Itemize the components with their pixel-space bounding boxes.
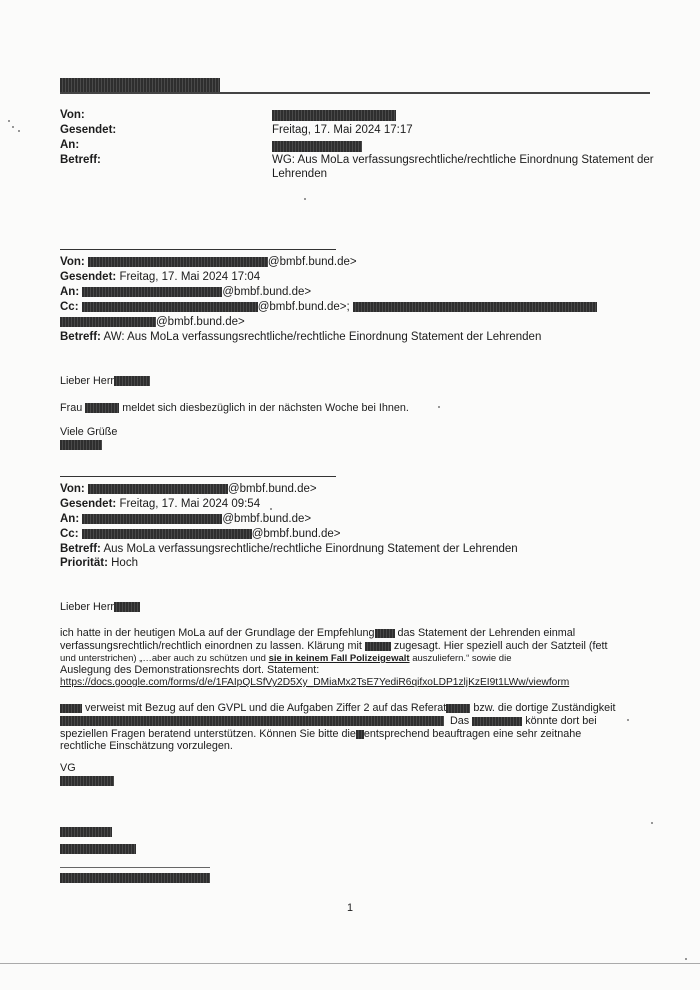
top-betreff-line2: Lehrenden (272, 168, 327, 180)
scan-speck (304, 198, 306, 200)
mail2-p1-l2-a: verfassungsrechtlich/rechtlich einordnen zu lassen. Klärung mit (60, 640, 362, 652)
mail2-p1-l3-a: und unterstrichen) „…aber auch zu schützen und (60, 653, 266, 664)
mail2-prioritaet-value: Hoch (111, 557, 138, 569)
mail1-an-row (60, 286, 311, 299)
redacted-sender-name (60, 78, 220, 92)
redacted-mail1-signature (60, 440, 102, 450)
mail1-betreff-row (60, 331, 541, 344)
redacted-mail2-sign3 (60, 844, 136, 854)
redacted-top-von (272, 110, 396, 121)
redacted-mail1-an (82, 287, 222, 297)
mail2-prioritaet-label: Priorität: (60, 557, 108, 569)
mail1-line1 (60, 402, 409, 414)
mail1-cc-label: Cc: (60, 301, 79, 313)
mail2-p1-line3 (60, 653, 511, 664)
mail1-an-domain: @bmbf.bund.de> (222, 286, 312, 298)
mail2-p2-l3: speziellen Fragen beratend unterstützen. Können Sie bitte die (60, 728, 356, 740)
mail2-p2-l2-a: Das (450, 715, 470, 727)
redacted-mail2-empfehlung (375, 629, 395, 638)
mail2-p1-l1-b: das Statement der Lehrenden einmal (397, 627, 576, 639)
redacted-mail2-an (82, 514, 222, 524)
mail2-closing: VG (60, 762, 76, 774)
mail2-p1-l3-b: auszuliefern.“ sowie die (412, 653, 512, 664)
mail2-cc-label: Cc: (60, 528, 79, 540)
mail2-p2-line3 (60, 728, 581, 740)
scan-speck (685, 958, 687, 960)
mail1-closing: Viele Grüße (60, 426, 118, 438)
mail2-an-row (60, 513, 311, 526)
top-von-label: Von: (60, 109, 85, 121)
mail1-cc-domain1: @bmbf.bund.de>; (257, 301, 350, 313)
mail1-cc-row2 (60, 316, 245, 329)
mail2-p1-line4: Auslegung des Demonstrationsrechts dort. Statement: (60, 664, 320, 676)
mail2-gesendet-value: Freitag, 17. Mai 2024 09:54 (119, 498, 261, 510)
signature-divider (60, 867, 210, 868)
mail2-betreff-label: Betreff: (60, 543, 101, 555)
mail2-p2-line2 (450, 715, 597, 727)
mail2-p2-line4: rechtliche Einschätzung vorzulegen. (60, 740, 233, 752)
mail2-p2-line1 (60, 702, 616, 714)
redacted-mail2-klaerung (365, 642, 391, 651)
mail2-an-domain: @bmbf.bund.de> (222, 513, 312, 525)
mail1-gesendet-row (60, 271, 260, 284)
redacted-mail1-greeting-name (114, 376, 150, 386)
mail2-divider (60, 476, 336, 477)
scan-speck (438, 406, 440, 408)
mail1-an-label: An: (60, 286, 80, 298)
mail2-an-label: An: (60, 513, 80, 525)
mail1-von-domain: @bmbf.bund.de> (267, 256, 357, 268)
top-betreff-label: Betreff: (60, 154, 101, 166)
mail2-greeting (60, 601, 140, 613)
mail1-greeting-text: Lieber Herr (60, 375, 115, 387)
redacted-mail1-cc1 (82, 302, 258, 312)
redacted-mail2-referat (446, 704, 470, 713)
mail2-p2-l1-a: verweist mit Bezug auf den GVPL und die Aufgaben Ziffer 2 auf das Referat (85, 702, 447, 714)
scan-speck (270, 508, 272, 510)
mail2-p1-l3-bold: sie in keinem Fall Polizeigewalt (268, 653, 410, 664)
mail2-von-label: Von: (60, 483, 85, 495)
mail1-betreff-value: AW: Aus MoLa verfassungsrechtliche/rechtliche Einordnung Statement der Lehrenden (103, 331, 542, 343)
redacted-mail2-sign4 (60, 873, 210, 883)
mail2-gesendet-row (60, 498, 260, 511)
redacted-mail2-greeting-name (114, 602, 140, 612)
redacted-mail2-verweist (60, 704, 82, 713)
redacted-mail1-frau-name (85, 403, 119, 413)
mail2-p2-l3-b: entsprechend beauftragen eine sehr zeitnahe (363, 728, 582, 740)
redacted-mail2-die (356, 730, 364, 739)
redacted-mail1-von (88, 257, 268, 267)
mail1-betreff-label: Betreff: (60, 331, 101, 343)
mail2-von-domain: @bmbf.bund.de> (227, 483, 317, 495)
mail2-greeting-text: Lieber Herr (60, 601, 115, 613)
mail1-von-label: Von: (60, 256, 85, 268)
mail1-divider (60, 249, 336, 250)
mail1-line1-prefix: Frau (60, 402, 83, 414)
mail2-p2-l1-b: bzw. die dortige Zuständigkeit (473, 702, 616, 714)
redacted-mail2-von (88, 484, 228, 494)
scan-speck (12, 126, 14, 128)
mail2-p1-line2 (60, 640, 608, 652)
mail2-prioritaet-row (60, 557, 138, 570)
mail2-p2-l2-b: könnte dort bei (525, 715, 597, 727)
top-betreff-line1: WG: Aus MoLa verfassungsrechtliche/rechtliche Einordnung Statement der (272, 154, 654, 166)
redacted-mail2-sign2 (60, 827, 112, 837)
mail1-cc-row (60, 301, 597, 314)
header-divider (60, 92, 650, 94)
statement-form-link[interactable]: https://docs.google.com/forms/d/e/1FAIpQLSfVy2D5Xy_DMiaMx2TsE7YediR6qifxoLDP1zljKzEI9t1LWw/viewform (60, 677, 570, 688)
mail2-betreff-value: Aus MoLa verfassungsrechtliche/rechtliche Einordnung Statement der Lehrenden (103, 543, 518, 555)
redacted-mail2-cc (82, 529, 252, 539)
redacted-mail1-cc2 (353, 302, 597, 312)
mail2-p1-l2-b: zugesagt. Hier speziell auch der Satzteil (fett (393, 640, 608, 652)
scan-speck (651, 822, 653, 824)
top-gesendet-label: Gesendet: (60, 124, 117, 136)
mail1-von-row (60, 256, 357, 269)
mail1-line1-rest: meldet sich diesbezüglich in der nächsten Woche bei Ihnen. (122, 402, 409, 414)
redacted-mail2-line2 (60, 716, 444, 726)
scan-edge-line (0, 963, 700, 964)
mail1-gesendet-label: Gesendet: (60, 271, 117, 283)
mail2-p1-line1 (60, 627, 575, 639)
mail1-cc-domain2: @bmbf.bund.de> (156, 316, 245, 328)
redacted-mail1-cc3 (60, 317, 156, 327)
scan-speck (627, 719, 629, 721)
top-gesendet-value: Freitag, 17. Mai 2024 17:17 (272, 124, 413, 136)
mail2-betreff-row (60, 543, 518, 556)
mail2-gesendet-label: Gesendet: (60, 498, 117, 510)
scan-speck (18, 130, 20, 132)
redacted-mail2-das (472, 717, 522, 726)
mail2-cc-domain: @bmbf.bund.de> (251, 528, 341, 540)
mail2-p1-l1-a: ich hatte in der heutigen MoLa auf der Grundlage der Empfehlung (60, 627, 375, 639)
mail1-gesendet-value: Freitag, 17. Mai 2024 17:04 (119, 271, 261, 283)
redacted-mail2-sign1 (60, 776, 114, 786)
mail1-greeting (60, 375, 150, 387)
scan-speck (8, 120, 10, 122)
mail2-von-row (60, 483, 317, 496)
mail2-cc-row (60, 528, 340, 541)
top-an-label: An: (60, 139, 80, 151)
page-number: 1 (347, 902, 354, 914)
redacted-top-an (272, 141, 362, 152)
